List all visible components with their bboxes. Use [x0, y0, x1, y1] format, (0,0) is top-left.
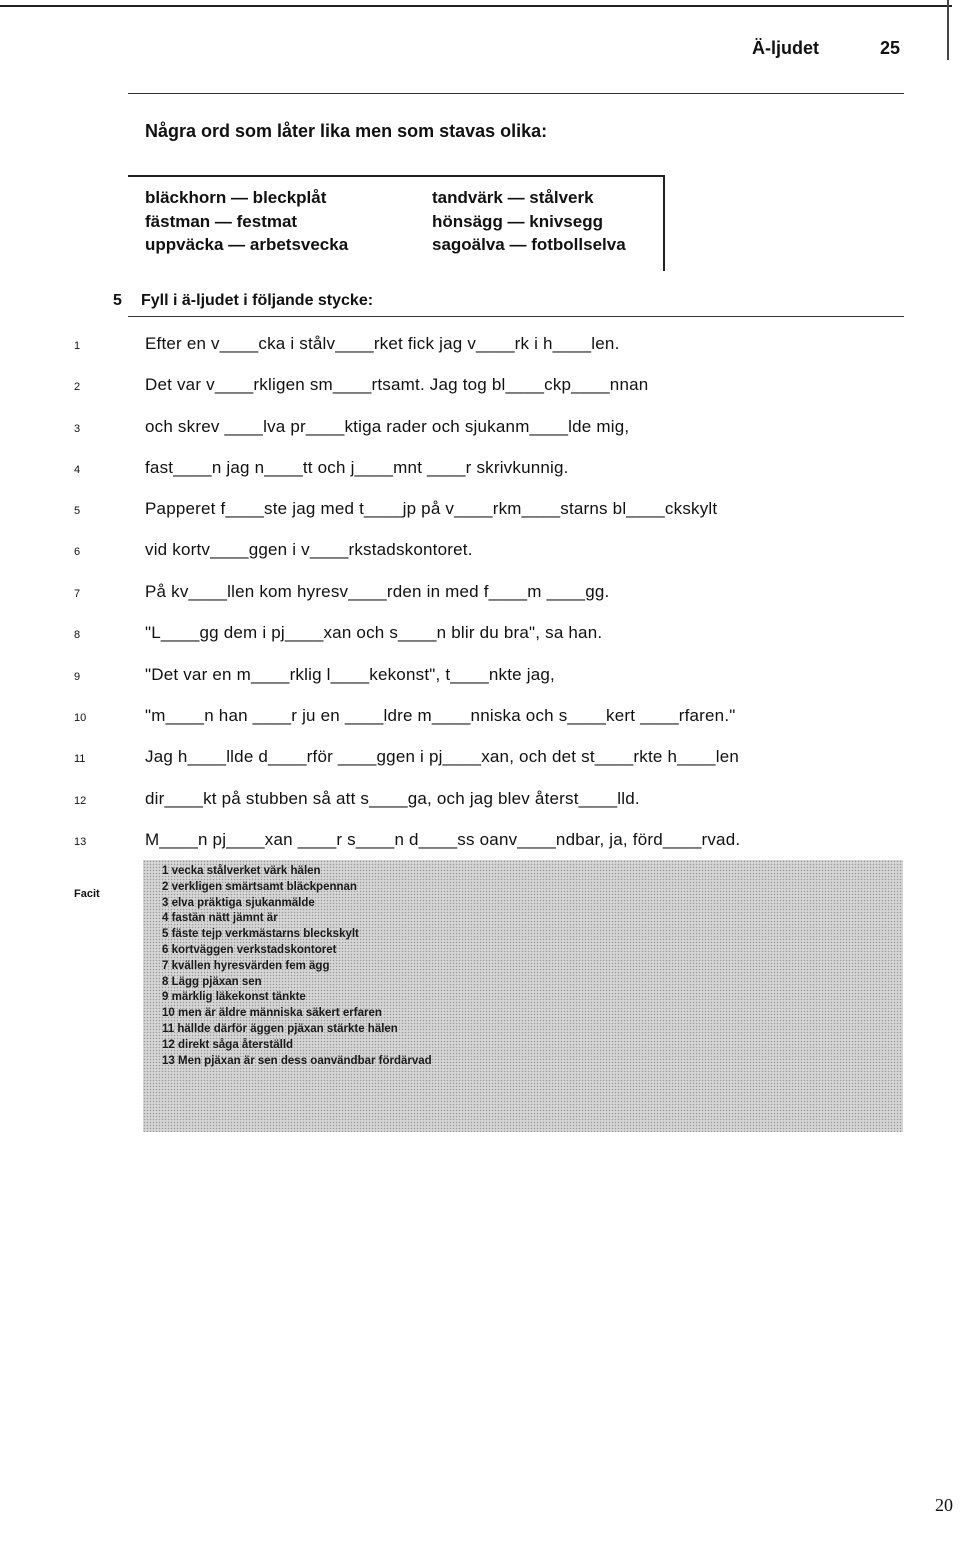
line-number: 5: [74, 505, 81, 517]
facit-answer: 6 kortväggen verkstadskontoret: [162, 943, 337, 956]
line-number: 10: [74, 712, 87, 724]
section-heading: Några ord som låter lika men som stavas olika:: [145, 121, 548, 141]
facit-answer: 12 direkt såga återställd: [162, 1038, 294, 1051]
word-pair: sagoälva — fotbollselva: [432, 235, 626, 254]
exercise-number: 5: [113, 292, 122, 309]
exercise-line: [0, 458, 960, 488]
line-number: 1: [74, 340, 81, 352]
word-pair: fästman — festmat: [145, 211, 298, 231]
line-number: 9: [74, 671, 81, 683]
line-text: vid kortv____ggen i v____rkstadskontoret.: [145, 540, 473, 559]
word-pair: bläckhorn — bleckplåt: [145, 188, 327, 207]
exercise-line: [0, 665, 960, 695]
facit-answers: [162, 864, 432, 1069]
line-text: "Det var en m____rklig l____kekonst", t____nkte jag,: [145, 665, 555, 684]
facit-answer: 13 Men pjäxan är sen dess oanvändbar fördärvad: [162, 1054, 432, 1067]
exercise-line: [0, 789, 960, 819]
facit-answer: 2 verkligen smärtsamt bläckpennan: [162, 880, 357, 893]
facit-answer: 3 elva präktiga sjukanmälde: [162, 896, 315, 909]
facit-answer: 7 kvällen hyresvärden fem ägg: [162, 959, 330, 972]
header-rule: [128, 93, 904, 94]
exercise-line: [0, 623, 960, 653]
line-text: M____n pj____xan ____r s____n d____ss oanv____ndbar, ja, förd____rvad.: [145, 830, 741, 849]
exercise-line: [0, 417, 960, 447]
exercise-line: [0, 582, 960, 612]
facit-answer: 8 Lägg pjäxan sen: [162, 975, 262, 988]
exercise-line: [0, 499, 960, 529]
line-number: 2: [74, 381, 81, 393]
facit-answer: 11 hällde därför äggen pjäxan stärkte hälen: [162, 1022, 398, 1035]
word-pairs-right: [432, 186, 626, 257]
top-rule: [0, 5, 952, 7]
exercise-rule: [128, 316, 904, 317]
line-number: 3: [74, 423, 81, 435]
line-text: och skrev ____lva pr____ktiga rader och sjukanm____lde mig,: [145, 417, 630, 436]
line-text: Efter en v____cka i stålv____rket fick jag v____rk i h____len.: [145, 334, 620, 353]
exercise-line: [0, 540, 960, 570]
line-number: 11: [74, 753, 86, 765]
line-text: dir____kt på stubben så att s____ga, och jag blev återst____lld.: [145, 789, 640, 808]
exercise-line: [0, 375, 960, 405]
line-number: 13: [74, 836, 87, 848]
exercise-line: [0, 334, 960, 364]
line-number: 6: [74, 546, 81, 558]
facit-answer: 10 men är äldre människa säkert erfaren: [162, 1007, 382, 1020]
corner-page-number: 20: [935, 1495, 953, 1515]
line-text: Papperet f____ste jag med t____jp på v____rkm____starns bl____ckskylt: [145, 499, 718, 518]
line-text: "m____n han ____r ju en ____ldre m____nniska och s____kert ____rfaren.": [145, 706, 736, 725]
line-text: fast____n jag n____tt och j____mnt ____r skrivkunnig.: [145, 458, 569, 477]
line-text: Det var v____rkligen sm____rtsamt. Jag tog bl____ckp____nnan: [145, 375, 649, 394]
line-text: Jag h____llde d____rför ____ggen i pj____xan, och det st____rkte h____len: [145, 747, 740, 766]
facit-answer: 1 vecka stålverket värk hälen: [162, 865, 321, 877]
line-text: På kv____llen kom hyresv____rden in med f____m ____gg.: [145, 582, 610, 601]
line-number: 4: [74, 464, 81, 476]
facit-label: Facit: [74, 888, 100, 900]
word-pair: uppväcka — arbetsvecka: [145, 235, 349, 254]
page-number: 25: [880, 38, 901, 58]
line-number: 7: [74, 588, 81, 600]
line-number: 8: [74, 629, 81, 641]
facit-answer: 4 fastän nätt jämnt är: [162, 912, 278, 925]
exercise-line: [0, 747, 960, 777]
line-number: 12: [74, 795, 87, 807]
exercise-line: [0, 706, 960, 736]
exercise-title: Fyll i ä-ljudet i följande stycke:: [141, 292, 374, 309]
word-pair: tandvärk — stålverk: [432, 188, 594, 207]
line-text: "L____gg dem i pj____xan och s____n blir du bra", sa han.: [145, 623, 603, 642]
page-edge-mark: [947, 0, 949, 60]
exercise-line: [0, 830, 960, 860]
page-title: Ä-ljudet: [752, 38, 819, 58]
word-pairs-left: [145, 186, 348, 257]
word-pair: hönsägg — knivsegg: [432, 211, 603, 231]
facit-answer: 9 märklig läkekonst tänkte: [162, 991, 306, 1004]
facit-answer: 5 fäste tejp verkmästarns bleckskylt: [162, 928, 359, 941]
